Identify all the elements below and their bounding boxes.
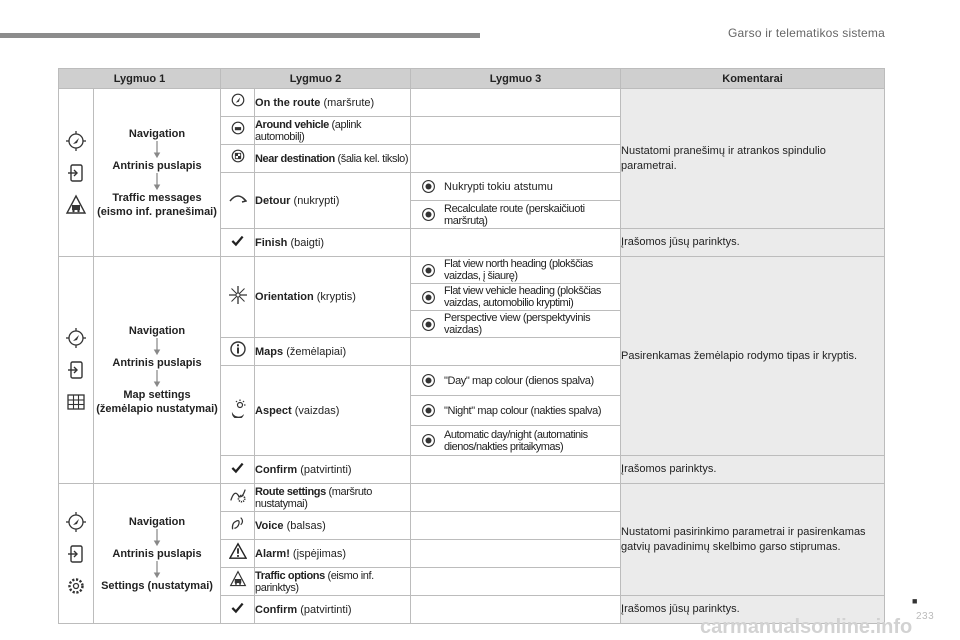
menu-table (58, 68, 885, 624)
option-auto-day-night: Automatic day/night (automatinis dienos/nakties pritaikymas) (444, 428, 588, 453)
level2-around-vehicle: Around vehicle (aplink automobilį) (255, 117, 411, 145)
level2-finish: Finish (baigti) (255, 229, 411, 257)
comment-saved: Įrašomos jūsų parinktys. (621, 229, 885, 257)
check-icon (230, 600, 245, 615)
page-header-title: Garso ir telematikos sistema (728, 26, 885, 40)
warning-icon (229, 542, 247, 560)
detour-icon (229, 189, 247, 207)
level2-voice: Voice (balsas) (255, 512, 411, 540)
option-night-colour: "Night" map colour (nakties spalva) (444, 404, 602, 417)
navigation-icon (65, 130, 87, 152)
level1-menu-path (94, 257, 221, 484)
radio-icon (421, 373, 436, 388)
top-bar (0, 33, 480, 38)
option-detour-distance: Nukrypti tokiu atstumu (444, 180, 553, 193)
menu-subpage: Antrinis puslapis (112, 159, 202, 172)
table-row (59, 257, 885, 284)
menu-settings: Settings (nustatymai) (101, 579, 213, 592)
radio-icon (421, 403, 436, 418)
comment-saved: Įrašomos jūsų parinktys. (621, 596, 885, 624)
navigation-icon (65, 327, 87, 349)
level1-menu-path (94, 89, 221, 257)
arrow-down-icon (152, 561, 162, 579)
traffic-icon (229, 570, 247, 588)
arrow-down-icon (152, 338, 162, 356)
level2-detour: Detour (nukrypti) (255, 173, 411, 229)
on-route-icon (230, 92, 246, 108)
comment-map: Pasirenkamas žemėlapio rodymo tipas ir kryptis. (621, 257, 885, 456)
option-flat-vehicle: Flat view vehicle heading (plokščias vaizdas, automobilio kryptimi) (444, 285, 601, 309)
route-settings-icon (229, 486, 247, 504)
level2-alarm: Alarm! (įspėjimas) (255, 540, 411, 568)
arrow-down-icon (152, 529, 162, 547)
level2-on-route: On the route (maršrute) (255, 89, 411, 117)
menu-subpage: Antrinis puslapis (112, 357, 202, 369)
menu-traffic-messages: Traffic messages (eismo inf. pranešimai) (97, 191, 217, 218)
level2-route-settings: Route settings (maršruto nustatymai) (255, 484, 411, 512)
level1-menu-path (94, 484, 221, 624)
level1-icons (59, 257, 94, 484)
column-header-level3: Lygmuo 3 (411, 69, 621, 89)
radio-icon (421, 433, 436, 448)
around-vehicle-icon (230, 120, 246, 136)
check-icon (230, 233, 245, 248)
option-flat-north: Flat view north heading (plokščias vaizdas, į šiaurę) (444, 258, 593, 282)
arrow-down-icon (152, 370, 162, 388)
traffic-icon (65, 194, 87, 216)
level2-traffic-options: Traffic options (eismo inf. parinktys) (255, 568, 411, 596)
comment-saved: Įrašomos parinktys. (621, 456, 885, 484)
menu-navigation: Navigation (128, 325, 186, 337)
menu-map-settings: Map settings (žemėlapio nustatymai) (96, 389, 218, 415)
radio-icon (421, 263, 436, 278)
level1-icons (59, 484, 94, 624)
radio-icon (421, 179, 436, 194)
level2-confirm: Confirm (patvirtinti) (255, 456, 411, 484)
navigation-icon (65, 511, 87, 533)
option-perspective: Perspective view (perspektyvinis vaizdas) (444, 312, 591, 336)
level2-aspect: Aspect (vaizdas) (255, 366, 411, 456)
table-row (59, 89, 885, 117)
compass-icon (228, 285, 248, 305)
page-number: 233 (916, 611, 935, 622)
subpage-icon (65, 359, 87, 381)
radio-icon (421, 207, 436, 222)
option-recalculate-route: Recalculate route (perskaičiuoti maršrutą) (444, 202, 585, 227)
check-icon (230, 460, 245, 475)
table-row (59, 484, 885, 512)
settings-gear-icon (65, 575, 87, 597)
table-header (59, 69, 885, 89)
column-header-level2: Lygmuo 2 (221, 69, 411, 89)
column-header-comments: Komentarai (621, 69, 885, 89)
level2-orientation: Orientation (kryptis) (255, 257, 411, 338)
column-header-level1: Lygmuo 1 (59, 69, 221, 89)
arrow-down-icon (152, 173, 162, 191)
arrow-down-icon (152, 141, 162, 159)
voice-icon (229, 514, 247, 532)
menu-subpage: Antrinis puslapis (112, 547, 202, 560)
radio-icon (421, 317, 436, 332)
comment-traffic: Nustatomi pranešimų ir atrankos spindulio parametrai. (621, 89, 885, 229)
radio-icon (421, 290, 436, 305)
menu-navigation: Navigation (128, 515, 186, 528)
level1-icons (59, 89, 94, 257)
map-grid-icon (65, 391, 87, 413)
menu-navigation: Navigation (128, 127, 186, 140)
watermark: carmanualsonline.info (700, 616, 913, 638)
day-night-icon (228, 398, 248, 418)
destination-flag-icon (230, 148, 246, 164)
subpage-icon (65, 543, 87, 565)
page-marker: ■ (912, 596, 918, 606)
level2-near-destination: Near destination (šalia kel. tikslo) (255, 145, 411, 173)
subpage-icon (65, 162, 87, 184)
info-icon (229, 340, 247, 358)
comment-settings: Nustatomi pasirinkimo parametrai ir pasirenkamas gatvių pavadinimų skelbimo garso stiprumas. (621, 484, 885, 596)
option-day-colour: "Day" map colour (dienos spalva) (444, 374, 594, 387)
level2-confirm: Confirm (patvirtinti) (255, 596, 411, 624)
level2-maps: Maps (žemėlapiai) (255, 338, 411, 366)
